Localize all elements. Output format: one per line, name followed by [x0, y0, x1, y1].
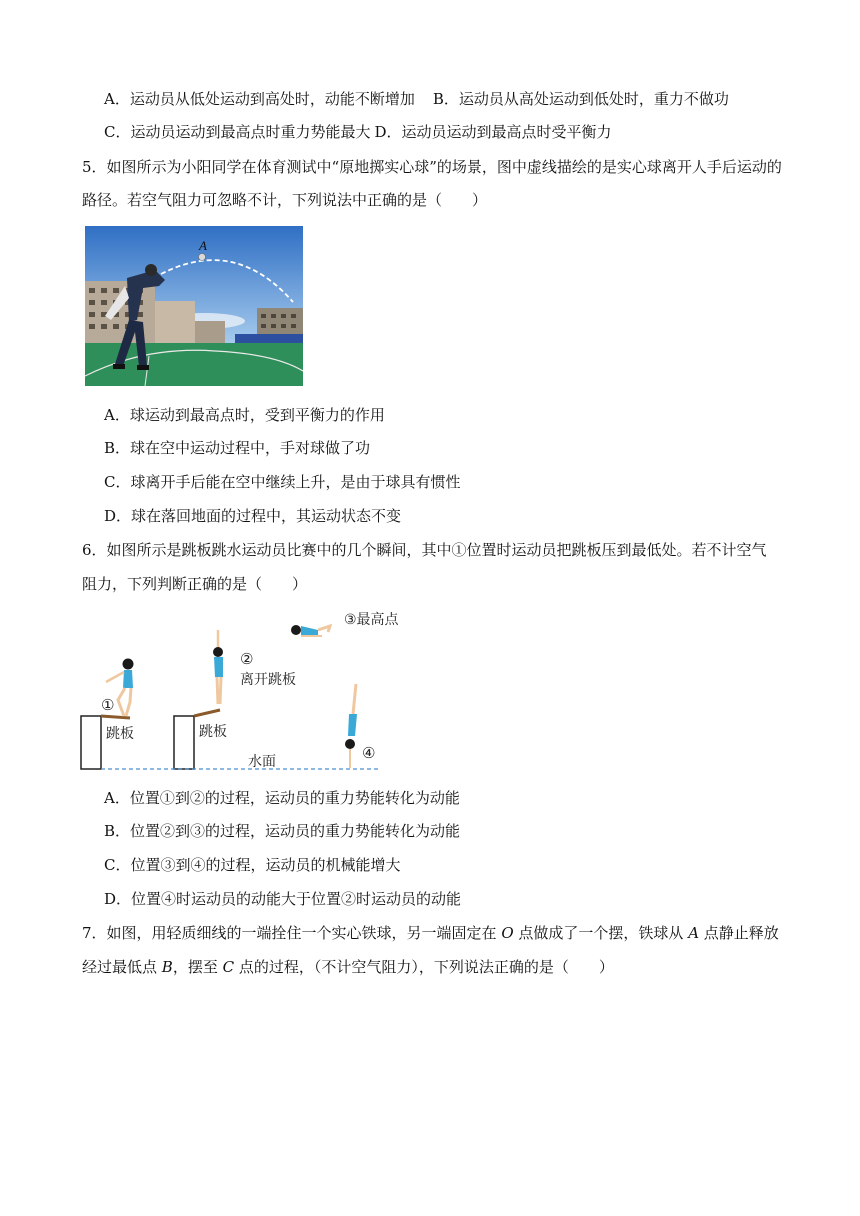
q5-stem-line-2: 路径。若空气阻力可忽略不计，下列说法中正确的是（ ） — [82, 191, 488, 209]
q6-board-2 — [194, 710, 220, 716]
q5-ball — [199, 254, 206, 261]
q6-label-water: 水面 — [248, 754, 276, 770]
q6-option-a: A．位置①到②的过程，运动员的重力势能转化为动能 — [104, 789, 460, 807]
q7-stem-1b: 点做成了一个摆，铁球从 — [513, 924, 689, 942]
q5-option-d: D．球在落回地面的过程中，其运动状态不变 — [104, 507, 402, 525]
q4-option-a: A．运动员从低处运动到高处时，动能不断增加 — [104, 90, 415, 108]
q6-diving-diagram — [78, 600, 418, 778]
q6-diver-position-4 — [345, 684, 357, 768]
q5-option-c: C．球离开手后能在空中继续上升，是由于球具有惯性 — [104, 473, 461, 491]
q5-point-a-label: A — [199, 238, 207, 253]
q6-stem-line-1: 6．如图所示是跳板跳水运动员比赛中的几个瞬间，其中①位置时运动员把跳板压到最低处。若不计空气 — [82, 541, 767, 559]
q6-platform-1 — [81, 716, 101, 769]
q6-diver-position-2 — [213, 630, 223, 704]
q7-stem-1c: 点静止释放 — [699, 924, 779, 942]
q7-point-b: B — [161, 958, 173, 976]
q5-photo-illustration — [85, 226, 303, 386]
q6-option-c: C．位置③到④的过程，运动员的机械能增大 — [104, 856, 401, 874]
q7-stem-2c: ，摆至 — [172, 958, 223, 976]
q7-point-c: C — [222, 958, 235, 976]
q6-option-d: D．位置④时运动员的动能大于位置②时运动员的动能 — [104, 890, 462, 908]
q6-stem-line-2: 阻力，下列判断正确的是（ ） — [82, 575, 308, 593]
q7-point-o: O — [501, 924, 514, 942]
q6-label-pos2: ② — [240, 650, 254, 668]
q6-label-pos1: ① — [101, 696, 115, 714]
q5-option-b: B．球在空中运动过程中，手对球做了功 — [104, 439, 371, 457]
q5-shot-put-photo — [85, 226, 303, 386]
q5-option-a: A．球运动到最高点时，受到平衡力的作用 — [104, 406, 385, 424]
q7-point-a: A — [688, 924, 700, 942]
q7-stem-line-2 — [82, 957, 614, 977]
q6-platform-2 — [174, 716, 194, 769]
q6-label-highest-point: ③最高点 — [344, 612, 399, 628]
q4-option-b: B．运动员从高处运动到低处时，重力不做功 — [432, 90, 729, 108]
q6-label-board-1: 跳板 — [106, 726, 134, 742]
q7-stem-1a: 7．如图，用轻质细线的一端拴住一个实心铁球，另一端固定在 — [82, 924, 502, 942]
q4-option-d: D．运动员运动到最高点时受平衡力 — [374, 123, 612, 141]
q5-stem-line-1: 5．如图所示为小阳同学在体育测试中“原地掷实心球”的场景，图中虚线描绘的是实心球离开人手后运动的 — [82, 158, 782, 176]
q6-label-board-2: 跳板 — [199, 724, 227, 740]
q7-stem-line-1 — [82, 923, 779, 943]
q6-option-b: B．位置②到③的过程，运动员的重力势能转化为动能 — [104, 822, 461, 840]
q7-stem-2e: 点的过程，（不计空气阻力），下列说法正确的是（ ） — [234, 958, 614, 976]
q4-option-row-2 — [104, 122, 612, 142]
q6-diagram-svg — [78, 600, 418, 778]
q6-label-pos4: ④ — [362, 744, 376, 762]
q7-stem-2a: 经过最低点 — [82, 958, 162, 976]
q4-option-row-1 — [104, 89, 729, 109]
q6-label-leave-board: 离开跳板 — [240, 672, 296, 688]
q6-board-1 — [101, 716, 130, 718]
q6-diver-position-3 — [291, 625, 330, 636]
q4-option-c: C．运动员运动到最高点时重力势能最大 — [104, 123, 371, 141]
